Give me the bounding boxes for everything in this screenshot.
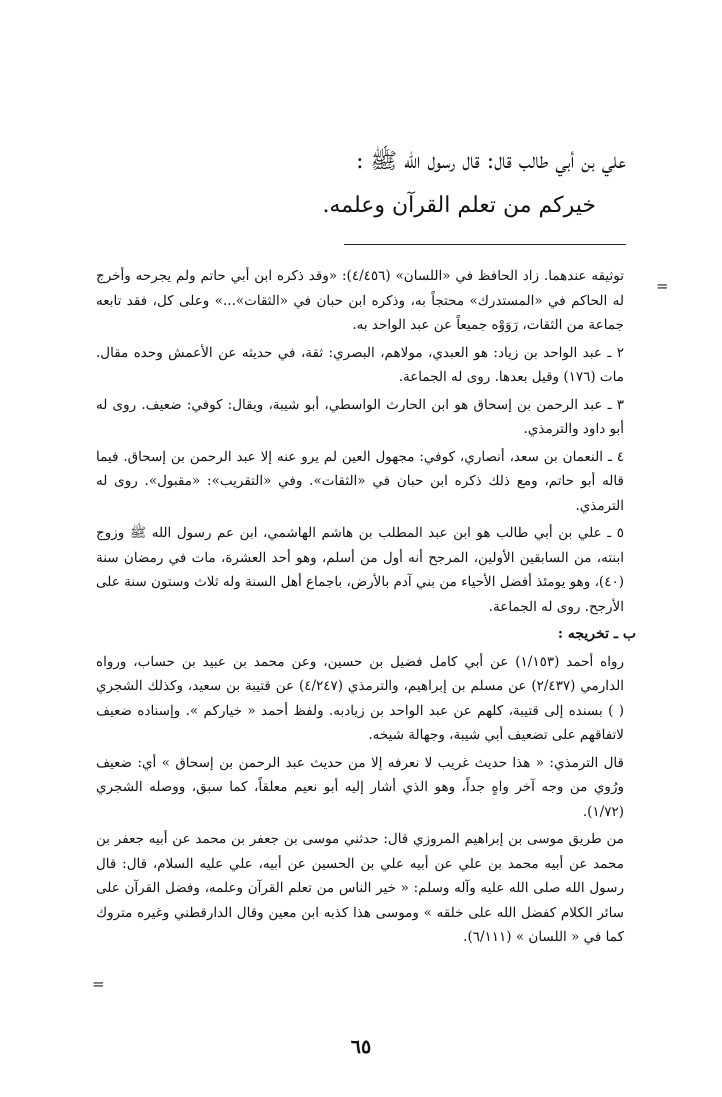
narrator-note-4: ٤ ـ النعمان بن سعد، أنصاري، كوفي: مجهول العين لم يرو عنه إلا عبد الرحمن بن إسحاق. فيما قاله أبو حاتم، ومع ذلك ذكره ابن حبان في «الثقات». وفي «التقريب»: «مقبول». روى له الترمذي. <box>96 448 624 514</box>
continuation-mark-bottom: = <box>92 975 105 993</box>
takhrij-paragraph-3: من طريق موسى بن إبراهيم المروزي قال: حدثني موسى بن جعفر بن محمد عن أبيه جعفر بن محمد عن أبيه محمد بن علي عن أبيه علي بن الحسين عن أبيه، علي عليه السلام، قال: قال رسول الله صلى الله عليه وآله وسلم: « خير الناس من تعلم القرآن وعلمه، وفضل القرآن على سائر الكلام كفضل الله على خلقه » وموسى هذا كذبه ابن معين وقال الدارقطني وغيره متروك كما في « اللسان » (٦/١١١). <box>96 831 624 945</box>
hadith-chain-line: علي بن أبي طالب قال: قال رسول الله ﷺ : <box>356 149 626 174</box>
hadith-matn-line: خيركم من تعلم القرآن وعلمه. <box>322 193 596 218</box>
narrator-note-2: ٢ ـ عبد الواحد بن زياد: هو العبدي، مولاهم، البصري: ثقة، في حديثه عن الأعمش وحده مقال. مات (١٧٦) وقيل بعدها. روى له الجماعة. <box>96 344 624 385</box>
takhrij-heading: ب ـ تخريجه : <box>557 626 636 642</box>
narrator-note-5: ٥ ـ علي بن أبي طالب هو ابن عبد المطلب بن هاشم الهاشمي، ابن عم رسول الله ﷺ وزوج ابنته، من السابقين الأولين، المرجح أنه أول من أسلم، وهو أحد العشرة، مات في رمضان سنة (٤٠)، وهو يومئذ أفضل الأحياء من بني آدم بالأرض، باجماع أهل السنة وله ثلاث وستون سنة على الأرجح. روى له الجماعة. <box>96 525 624 615</box>
footnotes <box>96 264 636 950</box>
takhrij-paragraph-1: رواه أحمد (١/١٥٣) عن أبي كامل فضيل بن حسين، وعن محمد بن عبيد بن حساب، ورواه الدارمي (٢/٤٣٧) عن مسلم بن إبراهيم، والترمذي (٤/٢٤٧) عن قتيبة بن سعيد، وكذلك الشجري ( ) بسنده إلى قتيبة، كلهم عن عبد الواحد بن زيادبه. ولفظ أحمد « خياركم ». وإسناده ضعيف لاتفاقهم على تضعيف أبي شيبة، وجهالة شيخه. <box>96 653 625 743</box>
footnote-continuation: توثيقه عندهما. زاد الحافظ في «اللسان» (٤/٤٥٦): «وقد ذكره ابن أبي حاتم ولم يجرحه وأخرج له الحاكم في «المستدرك» محتجاً به، وذكره ابن حبان في «الثقات»...» وعلى كل، فقد تابعه جماعة من الثقات، رَوَوْه جميعاً عن عبد الواحد به. <box>96 268 624 333</box>
footnote-separator <box>344 244 626 245</box>
takhrij-paragraph-2: قال الترمذي: « هذا حديث غريب لا نعرفه إلا من حديث عبد الرحمن بن إسحاق » أي: ضعيف ورُوي من وجه آخر واهٍ جداً، وهو الذي أشار إليه أبو نعيم معلقاً، كما سبق، ووصله الشجري (١/٧٢). <box>96 754 624 820</box>
page-number: ٦٥ <box>350 1036 372 1058</box>
narrator-note-3: ٣ ـ عبد الرحمن بن إسحاق هو ابن الحارث الواسطي، أبو شيبة، ويقال: كوفي: ضعيف. روى له أبو داود والترمذي. <box>96 396 624 437</box>
hadith-text <box>90 140 626 228</box>
continuation-mark-top: = <box>656 277 669 295</box>
